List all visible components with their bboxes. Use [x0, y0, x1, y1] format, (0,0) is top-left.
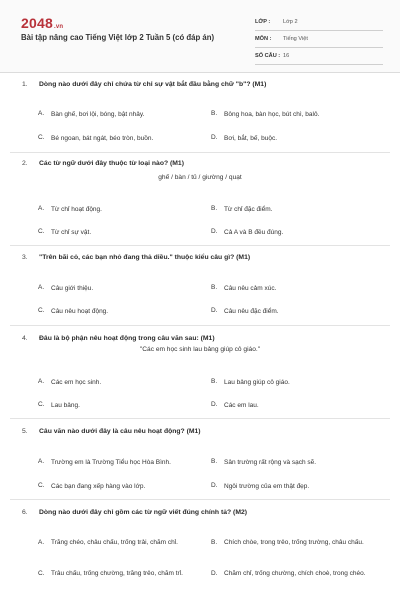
option-text: Câu nêu cảm xúc. — [224, 285, 277, 292]
option-text: Câu nêu hoạt động. — [51, 308, 109, 315]
option-text: Bàn ghế, bơi lội, bóng, bật nhảy. — [51, 111, 145, 118]
option-letter: A. — [38, 110, 45, 117]
option-text: Chăm chỉ, trống chường, chích choè, trong chéo. — [224, 570, 366, 577]
option-c[interactable] — [38, 134, 198, 143]
meta-value: Tiếng Việt — [283, 36, 308, 42]
option-text: Lau bảng. — [51, 402, 80, 409]
question-text: Câu văn nào dưới đây là câu nêu hoạt động? (M1) — [39, 428, 201, 435]
logo-tld: .vn — [53, 24, 64, 30]
option-b[interactable] — [211, 458, 381, 467]
question-divider — [10, 152, 390, 153]
option-text: Trâu chấu, trống chường, trăng trẻo, chăm trỉ. — [51, 570, 183, 577]
question-number: 5. — [22, 428, 28, 435]
meta-row-class — [255, 14, 383, 31]
option-b[interactable] — [211, 205, 381, 214]
question-line — [0, 333, 400, 345]
option-a[interactable] — [38, 110, 198, 119]
option-b[interactable] — [211, 284, 381, 293]
question-line — [0, 79, 400, 91]
option-b[interactable] — [211, 378, 381, 387]
logo-text: 2048 — [21, 15, 53, 31]
question-line — [0, 158, 400, 170]
option-text: Bơi, bắt, bế, buộc. — [224, 135, 278, 142]
option-text: Bé ngoan, bát ngát, béo tròn, buồn. — [51, 135, 154, 142]
option-d[interactable] — [211, 307, 381, 316]
option-letter: D. — [211, 228, 218, 235]
option-text: Sân trường rất rộng và sạch sẽ. — [224, 459, 317, 466]
option-letter: D. — [211, 307, 218, 314]
question-number: 1. — [22, 81, 28, 88]
option-c[interactable] — [38, 569, 201, 578]
option-c[interactable] — [38, 307, 198, 316]
option-letter: B. — [211, 458, 218, 465]
question-line — [0, 426, 400, 438]
question-line — [0, 507, 400, 519]
option-a[interactable] — [38, 378, 198, 387]
option-d[interactable] — [211, 482, 381, 491]
question-line — [0, 252, 400, 264]
question-1 — [0, 79, 400, 142]
option-c[interactable] — [38, 228, 198, 237]
question-number: 2. — [22, 160, 28, 167]
meta-table — [255, 14, 383, 65]
option-c[interactable] — [38, 482, 208, 491]
option-letter: C. — [38, 134, 45, 141]
option-a[interactable] — [38, 284, 198, 293]
option-a[interactable] — [38, 538, 201, 547]
option-letter: A. — [38, 458, 45, 465]
option-text: Từ chỉ sự vật. — [51, 229, 92, 236]
question-6 — [0, 507, 400, 578]
option-letter: A. — [38, 539, 45, 547]
option-text: Bông hoa, bàn học, bút chì, balô. — [224, 111, 320, 118]
option-letter: C. — [38, 228, 45, 235]
option-letter: C. — [38, 570, 45, 578]
option-text: Ngôi trường của em thật đẹp. — [224, 483, 310, 490]
option-d[interactable] — [211, 569, 379, 578]
option-d[interactable] — [211, 401, 381, 410]
option-b[interactable] — [211, 110, 381, 119]
option-text: Cả A và B đều đúng. — [224, 229, 284, 236]
site-logo[interactable] — [21, 15, 63, 31]
document-title: Bài tập nâng cao Tiếng Việt lớp 2 Tuần 5 (có đáp án) — [21, 33, 215, 42]
option-text: Các em học sinh. — [51, 379, 102, 386]
option-letter: B. — [211, 539, 218, 547]
worksheet-header — [0, 0, 400, 73]
option-letter: D. — [211, 482, 218, 489]
question-4 — [0, 333, 400, 409]
option-text: Trường em là Trường Tiểu học Hòa Bình. — [51, 459, 171, 466]
question-3 — [0, 252, 400, 315]
option-c[interactable] — [38, 401, 198, 410]
meta-row-subject — [255, 31, 383, 48]
question-text: Dòng nào dưới đây chỉ gồm các từ ngữ viết đúng chính tả? (M2) — [39, 509, 248, 516]
question-2 — [0, 158, 400, 236]
option-letter: C. — [38, 307, 45, 314]
option-letter: C. — [38, 482, 45, 489]
option-letter: B. — [211, 205, 218, 212]
option-letter: C. — [38, 401, 45, 408]
option-letter: B. — [211, 284, 218, 291]
option-text: Câu nêu đặc điểm. — [224, 308, 279, 315]
option-text: Lau bảng giúp cô giáo. — [224, 379, 290, 386]
option-text: Các bạn đang xếp hàng vào lớp. — [51, 483, 146, 490]
meta-row-count — [255, 48, 383, 65]
option-text: Chích chòe, trong trẻo, trống trường, châu chấu. — [224, 539, 364, 546]
option-b[interactable] — [211, 538, 379, 547]
meta-label: LỚP : — [255, 19, 271, 25]
question-text: Dòng nào dưới đây chỉ chứa từ chỉ sự vật bắt đầu bằng chữ "b"? (M1) — [39, 81, 267, 88]
question-divider — [10, 418, 390, 419]
option-letter: A. — [38, 284, 45, 291]
question-divider — [10, 499, 390, 500]
option-text: Từ chỉ hoạt động. — [51, 206, 102, 213]
option-a[interactable] — [38, 205, 198, 214]
option-letter: D. — [211, 401, 218, 408]
option-text: Các em lau. — [224, 402, 259, 409]
question-5 — [0, 426, 400, 490]
option-d[interactable] — [211, 134, 381, 143]
question-divider — [10, 245, 390, 246]
option-d[interactable] — [211, 228, 381, 237]
meta-label: MÔN : — [255, 36, 272, 42]
question-number: 3. — [22, 254, 28, 261]
question-text: Các từ ngữ dưới đây thuộc từ loại nào? (M1) — [39, 160, 184, 167]
question-text: "Trên bãi cỏ, các bạn nhỏ đang thả diều." thuộc kiểu câu gì? (M1) — [39, 254, 251, 261]
meta-value: 16 — [283, 53, 290, 59]
option-text: Trăng chéo, châu chấu, trống trải, chăm chỉ. — [51, 539, 178, 546]
question-subtext: ghế / bàn / tủ / giường / quạt — [158, 174, 242, 181]
option-text: Câu giới thiệu. — [51, 285, 94, 292]
option-letter: A. — [38, 205, 45, 212]
question-subtext: "Các em học sinh lau bảng giúp cô giáo." — [139, 346, 261, 353]
option-letter: A. — [38, 378, 45, 385]
option-letter: D. — [211, 570, 218, 578]
option-a[interactable] — [38, 458, 208, 467]
option-text: Từ chỉ đặc điểm. — [224, 206, 273, 213]
meta-label: SỐ CÂU : — [255, 53, 281, 59]
option-letter: B. — [211, 110, 218, 117]
option-letter: D. — [211, 134, 218, 141]
option-letter: B. — [211, 378, 218, 385]
question-number: 6. — [22, 509, 28, 516]
question-number: 4. — [22, 335, 28, 342]
question-text: Đâu là bộ phận nêu hoạt động trong câu văn sau: (M1) — [39, 335, 215, 342]
meta-value: Lớp 2 — [283, 19, 298, 25]
question-divider — [10, 325, 390, 326]
